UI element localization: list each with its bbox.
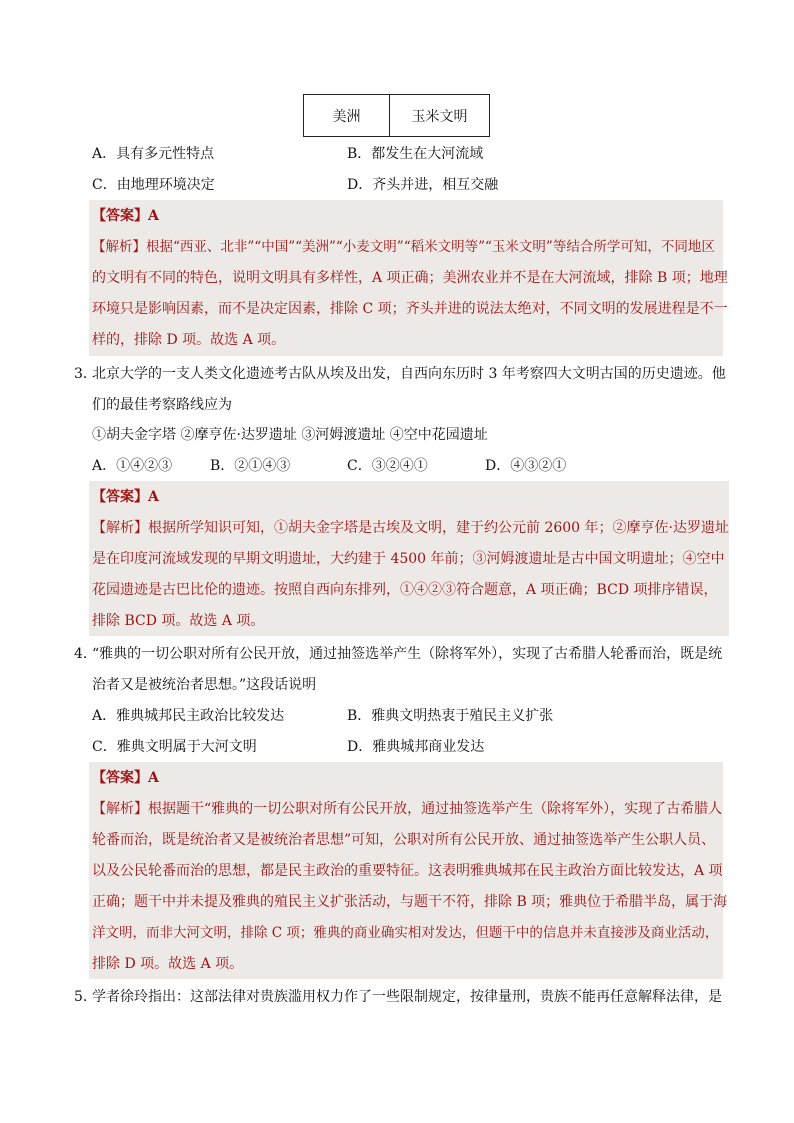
q2-option-c: C．由地理环境决定 xyxy=(92,177,215,193)
q4-stem-line-2: 治者又是被统治者思想。”这段话说明 xyxy=(92,677,317,693)
q3-analysis-line-4: 排除 BCD 项。故选 A 项。 xyxy=(92,613,265,629)
q2-option-d: D．齐头并进，相互交融 xyxy=(347,177,499,193)
q3-option-c: C．③②④① xyxy=(347,458,428,474)
q2-option-a: A．具有多元性特点 xyxy=(92,146,215,162)
q4-analysis-line-2: 轮番而治，既是统治者又是被统治者思想”可知，公职对所有公民开放、通过抽签选举产生公职人员、 xyxy=(92,832,716,848)
q3-items: ①胡夫金字塔 ②摩亨佐·达罗遗址 ③河姆渡遗址 ④空中花园遗址 xyxy=(92,427,488,443)
q4-option-d: D．雅典城邦商业发达 xyxy=(347,739,485,755)
q4-analysis-line-6: 排除 D 项。故选 A 项。 xyxy=(92,956,244,972)
q3-number: 3． xyxy=(74,366,97,382)
q4-analysis-line-5: 洋文明，而非大河文明，排除 C 项；雅典的商业确实相对发达，但题干中的信息并未直接涉及商业活动， xyxy=(92,925,719,941)
q3-analysis-line-1: 【解析】根据所学知识可知，①胡夫金字塔是古埃及文明，建于约公元前 2600 年；②摩亨佐·达罗遗址 xyxy=(92,520,729,536)
q2-analysis-line-1: 【解析】根据“西亚、北非”“中国”“美洲”“小麦文明”“稻米文明等”“玉米文明”等结合所学可知，不同地区 xyxy=(92,239,715,255)
q4-analysis-line-1: 【解析】根据题干“雅典的一切公职对所有公民开放，通过抽签选举产生（除将军外），实现了古希腊人 xyxy=(92,801,723,817)
table-cell-civilization: 玉米文明 xyxy=(390,95,490,137)
q4-option-a: A．雅典城邦民主政治比较发达 xyxy=(92,708,285,724)
table-row xyxy=(304,95,490,137)
q4-option-b: B．雅典文明热衷于殖民主义扩张 xyxy=(347,708,554,724)
q3-analysis-line-3: 花园遗迹是古巴比伦的遗迹。按照自西向东排列，①④②③符合题意，A 项正确；BCD 项排序错误， xyxy=(92,582,718,598)
q3-stem-line-2: 们的最佳考察路线应为 xyxy=(92,397,232,413)
q3-analysis-line-2: 是在印度河流域发现的早期文明遗址，大约建于 4500 年前；③河姆渡遗址是古中国文明遗址；④空中 xyxy=(92,551,725,567)
q3-stem-line-1: 北京大学的一支人类文化遗迹考古队从埃及出发，自西向东历时 3 年考察四大文明古国的历史遗迹。他 xyxy=(92,366,726,382)
q3-option-b: B．②①④③ xyxy=(210,458,291,474)
q2-analysis-line-4: 样的，排除 D 项。故选 A 项。 xyxy=(92,332,286,348)
q2-analysis-line-2: 的文明有不同的特色，说明文明具有多样性，A 项正确；美洲农业并不是在大河流域，排除 B 项；地理 xyxy=(92,270,728,286)
q2-option-b: B．都发生在大河流域 xyxy=(347,146,484,162)
q2-answer-label: 【答案】A xyxy=(92,208,159,224)
q5-number: 5． xyxy=(74,989,97,1005)
q3-answer-label: 【答案】A xyxy=(92,489,159,505)
q4-analysis-line-3: 以及公民轮番而治的思想，都是民主政治的重要特征。这表明雅典城邦在民主政治方面比较发达，A 项 xyxy=(92,863,723,879)
table-cell-region: 美洲 xyxy=(304,95,390,137)
q4-option-c: C．雅典文明属于大河文明 xyxy=(92,739,257,755)
q3-option-d: D．④③②① xyxy=(485,458,567,474)
q2-analysis-line-3: 环境只是影响因素，而不是决定因素，排除 C 项；齐头并进的说法太绝对，不同文明的发展进程是不一 xyxy=(92,301,728,317)
q3-option-a: A．①④②③ xyxy=(92,458,173,474)
q5-stem-line-1: 学者徐玲指出：这部法律对贵族滥用权力作了一些限制规定，按律量刑，贵族不能再任意解释法律，是 xyxy=(92,989,722,1005)
q4-number: 4． xyxy=(74,646,97,662)
q4-analysis-line-4: 正确；题干中并未提及雅典的殖民主义扩张活动，与题干不符，排除 B 项；雅典位于希腊半岛，属于海 xyxy=(92,894,728,910)
q4-stem-line-1: “雅典的一切公职对所有公民开放，通过抽签选举产生（除将军外），实现了古希腊人轮番而治，既是统 xyxy=(92,646,723,662)
civilization-table xyxy=(303,94,490,137)
q4-answer-label: 【答案】A xyxy=(92,770,159,786)
